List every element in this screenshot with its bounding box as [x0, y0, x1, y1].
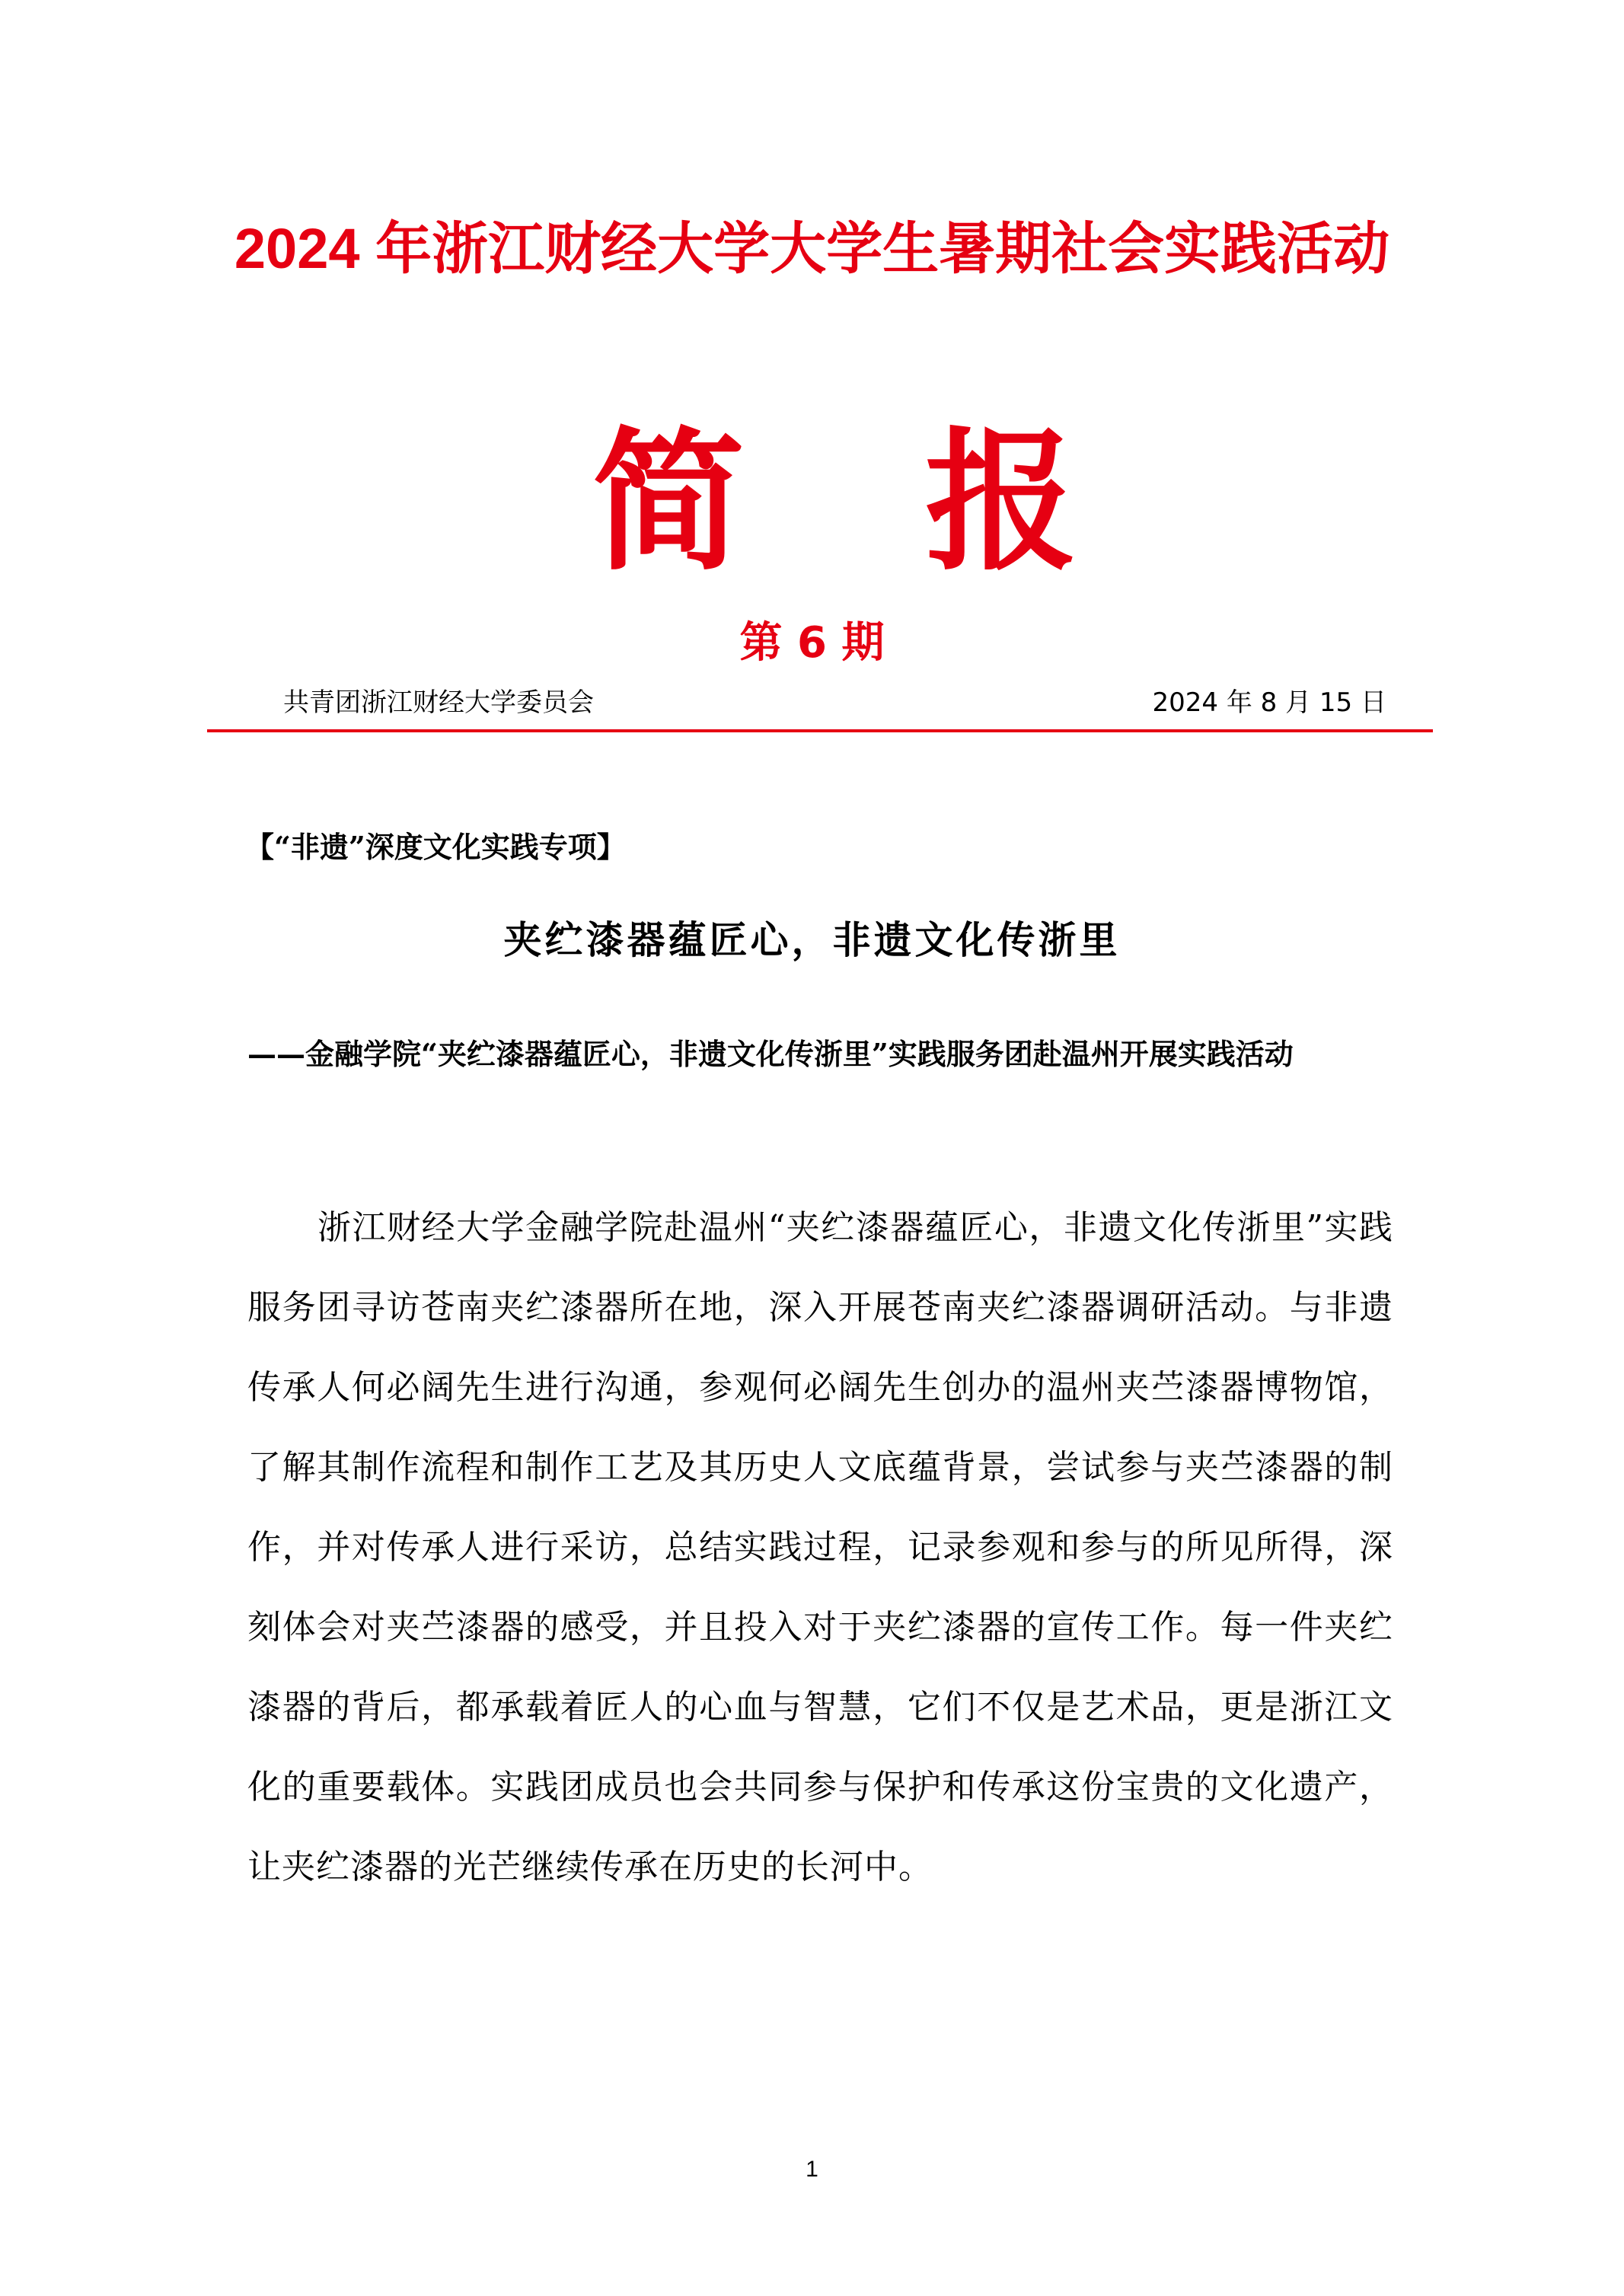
section-tag: 【“非遗”深度文化实践专项】: [245, 830, 626, 864]
article-subtitle: ——金融学院“夹纻漆器蕴匠心，非遗文化传浙里”实践服务团赴温州开展实践活动: [247, 1037, 1294, 1071]
issue-number: 第 6 期: [739, 618, 885, 668]
article-body: 浙江财经大学金融学院赴温州“夹纻漆器蕴匠心，非遗文化传浙里”实践服务团寻访苍南夹纻漆器所在地，深入开展苍南夹纻漆器调研活动。与非遗传承人何必阔先生进行沟通，参观何必阔先生创办的温州夹苎漆器博物馆，了解其制作流程和制作工艺及其历史人文底蕴背景，尝试参与夹苎漆器的制作，并对传承人进行采访，总结实践过程，记录参观和参与的所见所得，深刻体会对夹苎漆器的感受，并且投入对于夹纻漆器的宣传工作。每一件夹纻漆器的背后，都承载着匠人的心血与智慧，它们不仅是艺术品，更是浙江文化的重要载体。实践团成员也会共同参与保护和传承这份宝贵的文化遗产，让夹纻漆器的光芒继续传承在历史的长河中。: [247, 1208, 1393, 1886]
article-title: 夹纻漆器蕴匠心，非遗文化传浙里: [503, 917, 1121, 962]
bulletin-header-title: 2024 年浙江财经大学大学生暑期社会实践活动: [234, 217, 1390, 280]
publisher-organization: 共青团浙江财经大学委员会: [283, 687, 594, 718]
page-number: 1: [806, 2157, 818, 2182]
header-divider: [207, 729, 1433, 732]
bulletin-masthead-char-2: 报: [924, 413, 1077, 592]
bulletin-masthead-char-1: 简: [592, 413, 745, 592]
publish-date: 2024 年 8 月 15 日: [1152, 687, 1386, 718]
